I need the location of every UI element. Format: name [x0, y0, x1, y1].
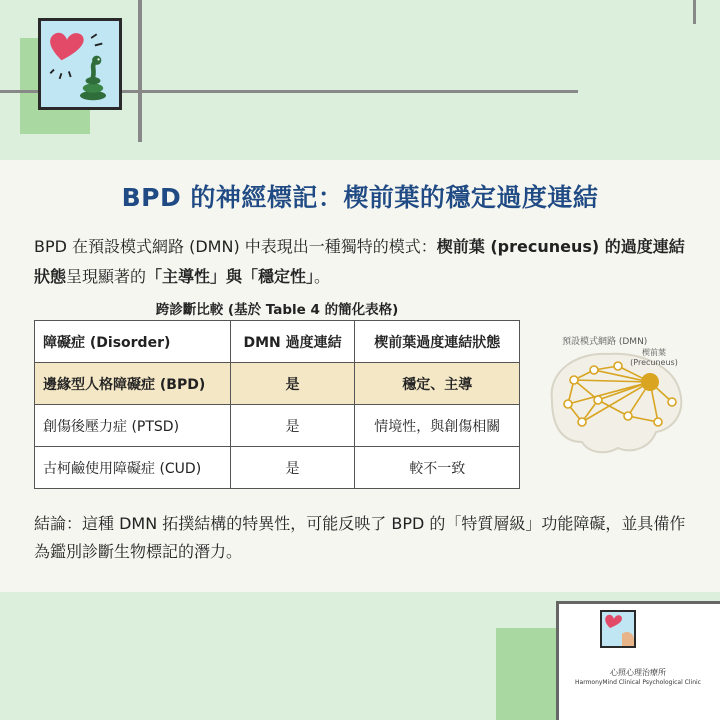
cell-precuneus: 情境性，與創傷相關 [355, 405, 520, 447]
heart-snake-logo-icon [38, 18, 122, 110]
brand-card [556, 601, 720, 720]
table-row-bpd [35, 363, 520, 405]
brand-name: 心照心理治療所 [610, 668, 666, 677]
cell-disorder: 創傷後壓力症 (PTSD) [35, 405, 231, 447]
table-row-ptsd [35, 405, 520, 447]
intro-text-1: BPD 在預設模式網路 (DMN) 中表現出一種獨特的模式： [34, 237, 437, 256]
intro-bold-1: 楔前葉 (precuneus) 的過度連結狀態 [34, 237, 685, 286]
header-precuneus: 楔前葉過度連結狀態 [355, 321, 520, 363]
diagram-label-dmn: 預設模式網路 (DMN) [562, 337, 648, 347]
cell-precuneus: 穩定、主導 [355, 363, 520, 405]
deco-line-vertical-top [138, 0, 142, 142]
heart-face-logo-icon [600, 610, 636, 648]
diagram-label-precuneus [624, 348, 684, 368]
diagram-label-en: (Precuneus) [630, 358, 678, 367]
intro-bold-2: 「主導性」與「穩定性」 [146, 267, 315, 286]
diagram-label-zh: 楔前葉 [642, 348, 666, 357]
page-title: BPD 的神經標記：楔前葉的穩定過度連結 [121, 183, 599, 212]
cell-disorder: 邊緣型人格障礙症 (BPD) [35, 363, 231, 405]
cell-dmn: 是 [230, 447, 355, 489]
cell-disorder: 古柯鹼使用障礙症 (CUD) [35, 447, 231, 489]
brand-subtitle: HarmonyMind Clinical Psychological Clinic [575, 679, 701, 686]
conclusion-paragraph: 結論：這種 DMN 拓撲結構的特異性，可能反映了 BPD 的「特質層級」功能障礙，並具備作為鑑別診斷生物標記的潛力。 [34, 514, 686, 561]
deco-line-vertical-right [693, 0, 696, 24]
cell-dmn: 是 [230, 363, 355, 405]
header-disorder: 障礙症 (Disorder) [35, 321, 231, 363]
table-header-row [35, 321, 520, 363]
intro-paragraph [34, 232, 694, 292]
cell-dmn: 是 [230, 405, 355, 447]
cell-precuneus: 較不一致 [355, 447, 520, 489]
table-row-cud [35, 447, 520, 489]
header-dmn: DMN 過度連結 [230, 321, 355, 363]
comparison-table [34, 320, 520, 489]
intro-text-3: 。 [314, 267, 331, 286]
intro-text-2: 呈現顯著的 [66, 267, 147, 286]
table-caption: 跨診斷比較 (基於 Table 4 的簡化表格) [155, 302, 399, 318]
deco-square-bottom [496, 628, 556, 720]
